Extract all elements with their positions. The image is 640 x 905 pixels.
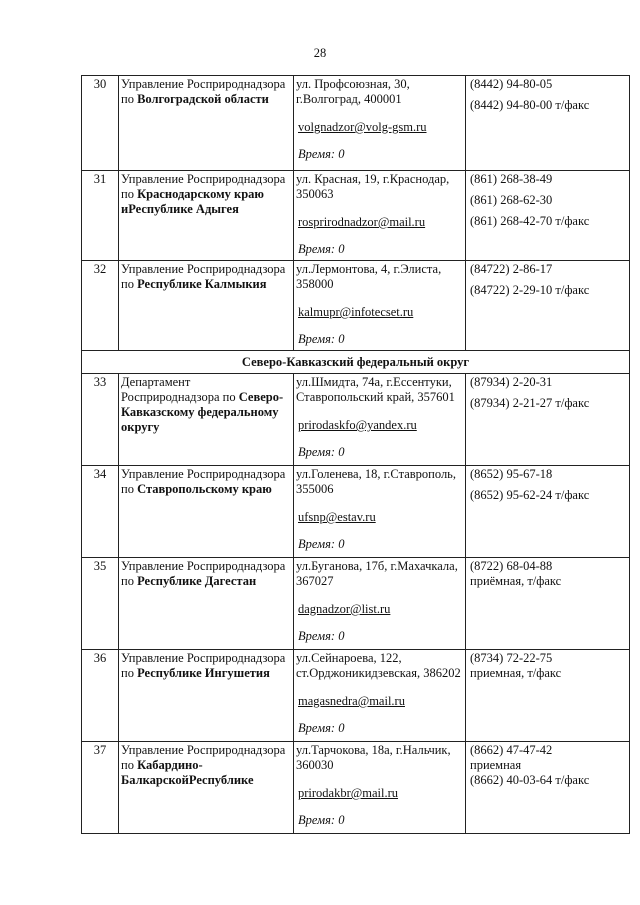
time-note: Время: 0 — [298, 242, 345, 256]
phone-line: (84722) 2-86-17 — [470, 262, 553, 276]
phone-line: (861) 268-38-49 — [470, 172, 553, 186]
organization-region: Волгоградской области — [137, 92, 269, 106]
organization-cell — [119, 742, 294, 834]
phone-line: приемная — [470, 758, 522, 772]
phone-cell — [466, 558, 630, 650]
organization-prefix: Управление Росприроднадзора — [121, 559, 286, 573]
phone-cell — [466, 742, 630, 834]
entry-number: 35 — [82, 558, 119, 650]
phone-cell — [466, 466, 630, 558]
organization-cell — [119, 466, 294, 558]
organization-cell — [119, 558, 294, 650]
organization-region: Ставропольскому краю — [137, 482, 272, 496]
address-cell — [294, 374, 466, 466]
phone-line: (87934) 2-20-31 — [470, 375, 553, 389]
time-note: Время: 0 — [298, 332, 345, 346]
address-lines — [296, 651, 463, 681]
organization-cell — [119, 171, 294, 261]
organization-prefix: Департамент — [121, 375, 191, 389]
address-line: г.Волгоград, 400001 — [296, 92, 402, 106]
entry-number: 32 — [82, 261, 119, 351]
table-row — [82, 261, 630, 351]
table-row — [82, 742, 630, 834]
table-row — [82, 558, 630, 650]
table-row — [82, 650, 630, 742]
address-lines — [296, 172, 463, 202]
organization-region: Республике Калмыкия — [137, 277, 267, 291]
organization-prefix: Управление Росприроднадзора — [121, 651, 286, 665]
phone-line: (861) 268-42-70 т/факс — [470, 214, 590, 228]
address-cell — [294, 76, 466, 171]
organization-cell — [119, 261, 294, 351]
time-note: Время: 0 — [298, 147, 345, 161]
address-line: ул. Профсоюзная, 30, — [296, 77, 410, 91]
organization-region-lead: по — [121, 482, 138, 496]
registry-table-body — [82, 76, 630, 834]
phone-cell — [466, 261, 630, 351]
email-link[interactable]: prirodaskfo@yandex.ru — [298, 418, 417, 432]
organization-region: Республике Дагестан — [137, 574, 257, 588]
address-line: ул.Голенева, 18, г.Ставрополь, — [296, 467, 457, 481]
organization-cell — [119, 76, 294, 171]
organization-prefix: Управление Росприроднадзора — [121, 77, 286, 91]
phone-line: (8442) 94-80-00 т/факс — [470, 98, 590, 112]
table-row — [82, 374, 630, 466]
entry-number: 31 — [82, 171, 119, 261]
address-line: 360030 — [296, 758, 334, 772]
time-note: Время: 0 — [298, 445, 345, 459]
email-link[interactable]: dagnadzor@list.ru — [298, 602, 391, 616]
phone-line: (8652) 95-67-18 — [470, 467, 553, 481]
phone-line: (8662) 47-47-42 — [470, 743, 553, 757]
organization-region-lead: по — [121, 666, 138, 680]
region-heading: Северо-Кавказский федеральный округ — [82, 351, 630, 374]
email-link[interactable]: magasnedra@mail.ru — [298, 694, 405, 708]
entry-number: 33 — [82, 374, 119, 466]
organization-prefix: Управление Росприроднадзора — [121, 467, 286, 481]
phone-cell — [466, 76, 630, 171]
phone-cell — [466, 650, 630, 742]
table-row — [82, 171, 630, 261]
phone-line: (8734) 72-22-75 — [470, 651, 553, 665]
organization-region: Северо-Кавказскому федеральному округу — [121, 390, 284, 434]
phone-line: приемная, т/факс — [470, 666, 562, 680]
entry-number: 37 — [82, 742, 119, 834]
address-line: ул.Лермонтова, 4, г.Элиста, — [296, 262, 442, 276]
phone-line: (8722) 68-04-88 — [470, 559, 553, 573]
email-link[interactable]: volgnadzor@volg-gsm.ru — [298, 120, 427, 134]
organization-region-lead: по — [121, 187, 138, 201]
address-line: ул.Сейнароева, 122, — [296, 651, 402, 665]
address-line: ул. Красная, 19, г.Краснодар, — [296, 172, 450, 186]
address-cell — [294, 466, 466, 558]
address-line: ул.Тарчокова, 18а, г.Нальчик, — [296, 743, 451, 757]
organization-region: Кабардино-БалкарскойРеспублике — [121, 758, 254, 787]
time-note: Время: 0 — [298, 721, 345, 735]
organization-region-lead: по — [121, 277, 138, 291]
email-link[interactable]: ufsnp@estav.ru — [298, 510, 376, 524]
organization-cell — [119, 374, 294, 466]
table-row — [82, 76, 630, 171]
address-line: ст.Орджоникидзевская, 386202 — [296, 666, 461, 680]
page-number: 28 — [313, 46, 327, 60]
organization-prefix: Управление Росприроднадзора — [121, 743, 286, 757]
time-note: Время: 0 — [298, 629, 345, 643]
address-line: 350063 — [296, 187, 334, 201]
phone-cell — [466, 171, 630, 261]
email-link[interactable]: kalmupr@infotecset.ru — [298, 305, 414, 319]
phone-line: (861) 268-62-30 — [470, 193, 553, 207]
address-cell — [294, 558, 466, 650]
organization-region: Республике Ингушетия — [137, 666, 270, 680]
address-cell — [294, 171, 466, 261]
address-line: 367027 — [296, 574, 334, 588]
time-note: Время: 0 — [298, 813, 345, 827]
entry-number: 30 — [82, 76, 119, 171]
address-line: Ставропольский край, 357601 — [296, 390, 455, 404]
address-lines — [296, 467, 463, 497]
address-lines — [296, 559, 463, 589]
address-cell — [294, 742, 466, 834]
entry-number: 36 — [82, 650, 119, 742]
organization-prefix: Управление Росприроднадзора — [121, 172, 286, 186]
organization-cell — [119, 650, 294, 742]
organization-region-lead: по — [121, 574, 138, 588]
phone-cell — [466, 374, 630, 466]
region-heading-row — [82, 351, 630, 374]
address-line: ул.Шмидта, 74а, г.Ессентуки, — [296, 375, 452, 389]
email-link[interactable]: prirodakbr@mail.ru — [298, 786, 399, 800]
time-note: Время: 0 — [298, 537, 345, 551]
address-lines — [296, 375, 463, 405]
address-lines — [296, 743, 463, 773]
address-line: 355006 — [296, 482, 334, 496]
address-cell — [294, 261, 466, 351]
address-cell — [294, 650, 466, 742]
organization-region-lead: Росприроднадзора по — [121, 390, 239, 404]
phone-line: (87934) 2-21-27 т/факс — [470, 396, 590, 410]
address-line: ул.Буганова, 17б, г.Махачкала, — [296, 559, 458, 573]
phone-line: (8662) 40-03-64 т/факс — [470, 773, 590, 787]
registry-table — [81, 75, 630, 834]
phone-line: (84722) 2-29-10 т/факс — [470, 283, 590, 297]
phone-line: приёмная, т/факс — [470, 574, 562, 588]
address-lines — [296, 77, 463, 107]
organization-region: Краснодарскому краю иРеспублике Адыгея — [121, 187, 264, 216]
phone-line: (8442) 94-80-05 — [470, 77, 553, 91]
entry-number: 34 — [82, 466, 119, 558]
address-lines — [296, 262, 463, 292]
organization-prefix: Управление Росприроднадзора — [121, 262, 286, 276]
email-link[interactable]: rosprirodnadzor@mail.ru — [298, 215, 426, 229]
table-row — [82, 466, 630, 558]
phone-line: (8652) 95-62-24 т/факс — [470, 488, 590, 502]
organization-region-lead: по — [121, 92, 138, 106]
address-line: 358000 — [296, 277, 334, 291]
organization-region-lead: по — [121, 758, 138, 772]
